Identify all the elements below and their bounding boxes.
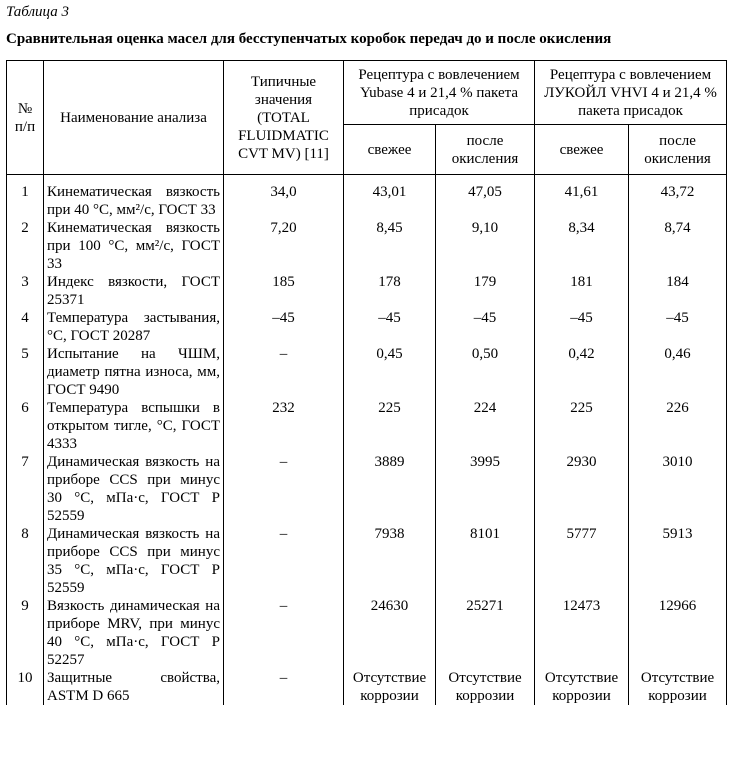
lukoil-fresh-value: –45 <box>535 309 629 345</box>
lukoil-after-value: –45 <box>629 309 727 345</box>
typical-value: – <box>224 345 344 399</box>
yubase-after-value: 0,50 <box>436 345 535 399</box>
table-caption: Таблица 3 <box>6 4 69 20</box>
analysis-name: Кинематическая вязкость при 100 °С, мм²/с, ГОСТ 33 <box>44 219 224 273</box>
analysis-name: Температура застывания, °С, ГОСТ 20287 <box>44 309 224 345</box>
analysis-name: Температура вспышки в открытом тигле, °С, ГОСТ 4333 <box>44 399 224 453</box>
header-lukoil-after: после окисления <box>629 125 727 175</box>
lukoil-fresh-value: 12473 <box>535 597 629 669</box>
table-row <box>7 309 727 345</box>
header-formula-lukoil: Рецептура с вовлечением ЛУКОЙЛ VHVI 4 и 21,4 % пакета присадок <box>535 61 727 125</box>
header-lukoil-fresh: свежее <box>535 125 629 175</box>
header-typical: Типичные значения (TOTAL FLUIDMATIC CVT MV) [11] <box>224 61 344 175</box>
typical-value: – <box>224 525 344 597</box>
yubase-fresh-value: 43,01 <box>344 175 436 220</box>
header-yubase-fresh: свежее <box>344 125 436 175</box>
lukoil-fresh-value: 8,34 <box>535 219 629 273</box>
row-number: 9 <box>7 597 44 669</box>
table-body <box>7 175 727 706</box>
yubase-fresh-value: 225 <box>344 399 436 453</box>
lukoil-after-value: 0,46 <box>629 345 727 399</box>
yubase-after-value: 8101 <box>436 525 535 597</box>
lukoil-after-value: 5913 <box>629 525 727 597</box>
header-name: Наименование анализа <box>44 61 224 175</box>
analysis-name: Индекс вязкости, ГОСТ 25371 <box>44 273 224 309</box>
analysis-name: Динамическая вязкость на приборе CCS при минус 30 °С, мПа·с, ГОСТ Р 52559 <box>44 453 224 525</box>
table-row <box>7 453 727 525</box>
analysis-name: Защитные свойства, ASTM D 665 <box>44 669 224 705</box>
lukoil-after-value: 3010 <box>629 453 727 525</box>
row-number: 3 <box>7 273 44 309</box>
table-row <box>7 273 727 309</box>
table-row <box>7 175 727 220</box>
yubase-fresh-value: 7938 <box>344 525 436 597</box>
typical-value: –45 <box>224 309 344 345</box>
table-title: Сравнительная оценка масел для бесступенчатых коробок передач до и после окисления <box>6 31 612 47</box>
yubase-fresh-value: 3889 <box>344 453 436 525</box>
yubase-fresh-value: 8,45 <box>344 219 436 273</box>
yubase-fresh-value: 24630 <box>344 597 436 669</box>
lukoil-after-value: 43,72 <box>629 175 727 220</box>
row-number: 7 <box>7 453 44 525</box>
yubase-after-value: 47,05 <box>436 175 535 220</box>
header-yubase-after: после окисления <box>436 125 535 175</box>
yubase-after-value: 25271 <box>436 597 535 669</box>
row-number: 1 <box>7 175 44 220</box>
table-row <box>7 345 727 399</box>
analysis-name: Кинематическая вязкость при 40 °С, мм²/с, ГОСТ 33 <box>44 175 224 220</box>
yubase-fresh-value: –45 <box>344 309 436 345</box>
typical-value: – <box>224 453 344 525</box>
row-number: 8 <box>7 525 44 597</box>
analysis-name: Испытание на ЧШМ, диаметр пятна износа, мм, ГОСТ 9490 <box>44 345 224 399</box>
lukoil-after-value: 184 <box>629 273 727 309</box>
table-row <box>7 669 727 705</box>
lukoil-fresh-value: 41,61 <box>535 175 629 220</box>
typical-value: – <box>224 597 344 669</box>
table-row <box>7 597 727 669</box>
typical-value: 185 <box>224 273 344 309</box>
lukoil-fresh-value: 2930 <box>535 453 629 525</box>
typical-value: – <box>224 669 344 705</box>
yubase-fresh-value: 178 <box>344 273 436 309</box>
header-num: № п/п <box>7 61 44 175</box>
table-row <box>7 399 727 453</box>
analysis-name: Динамическая вязкость на приборе CCS при минус 35 °С, мПа·с, ГОСТ Р 52559 <box>44 525 224 597</box>
yubase-after-value: 3995 <box>436 453 535 525</box>
typical-value: 232 <box>224 399 344 453</box>
row-number: 6 <box>7 399 44 453</box>
yubase-after-value: Отсутствие коррозии <box>436 669 535 705</box>
lukoil-after-value: 226 <box>629 399 727 453</box>
lukoil-after-value: 12966 <box>629 597 727 669</box>
yubase-fresh-value: Отсутствие коррозии <box>344 669 436 705</box>
analysis-name: Вязкость динамическая на приборе MRV, при минус 40 °С, мПа·с, ГОСТ Р 52257 <box>44 597 224 669</box>
comparison-table <box>6 60 727 705</box>
typical-value: 34,0 <box>224 175 344 220</box>
lukoil-after-value: 8,74 <box>629 219 727 273</box>
table-row <box>7 525 727 597</box>
yubase-after-value: 224 <box>436 399 535 453</box>
lukoil-after-value: Отсутствие коррозии <box>629 669 727 705</box>
header-formula-yubase: Рецептура с вовлечением Yubase 4 и 21,4 % пакета присадок <box>344 61 535 125</box>
table-row <box>7 219 727 273</box>
yubase-after-value: 9,10 <box>436 219 535 273</box>
yubase-after-value: 179 <box>436 273 535 309</box>
lukoil-fresh-value: 0,42 <box>535 345 629 399</box>
lukoil-fresh-value: 225 <box>535 399 629 453</box>
lukoil-fresh-value: 181 <box>535 273 629 309</box>
row-number: 5 <box>7 345 44 399</box>
lukoil-fresh-value: Отсутствие коррозии <box>535 669 629 705</box>
typical-value: 7,20 <box>224 219 344 273</box>
row-number: 2 <box>7 219 44 273</box>
row-number: 10 <box>7 669 44 705</box>
yubase-fresh-value: 0,45 <box>344 345 436 399</box>
row-number: 4 <box>7 309 44 345</box>
yubase-after-value: –45 <box>436 309 535 345</box>
lukoil-fresh-value: 5777 <box>535 525 629 597</box>
